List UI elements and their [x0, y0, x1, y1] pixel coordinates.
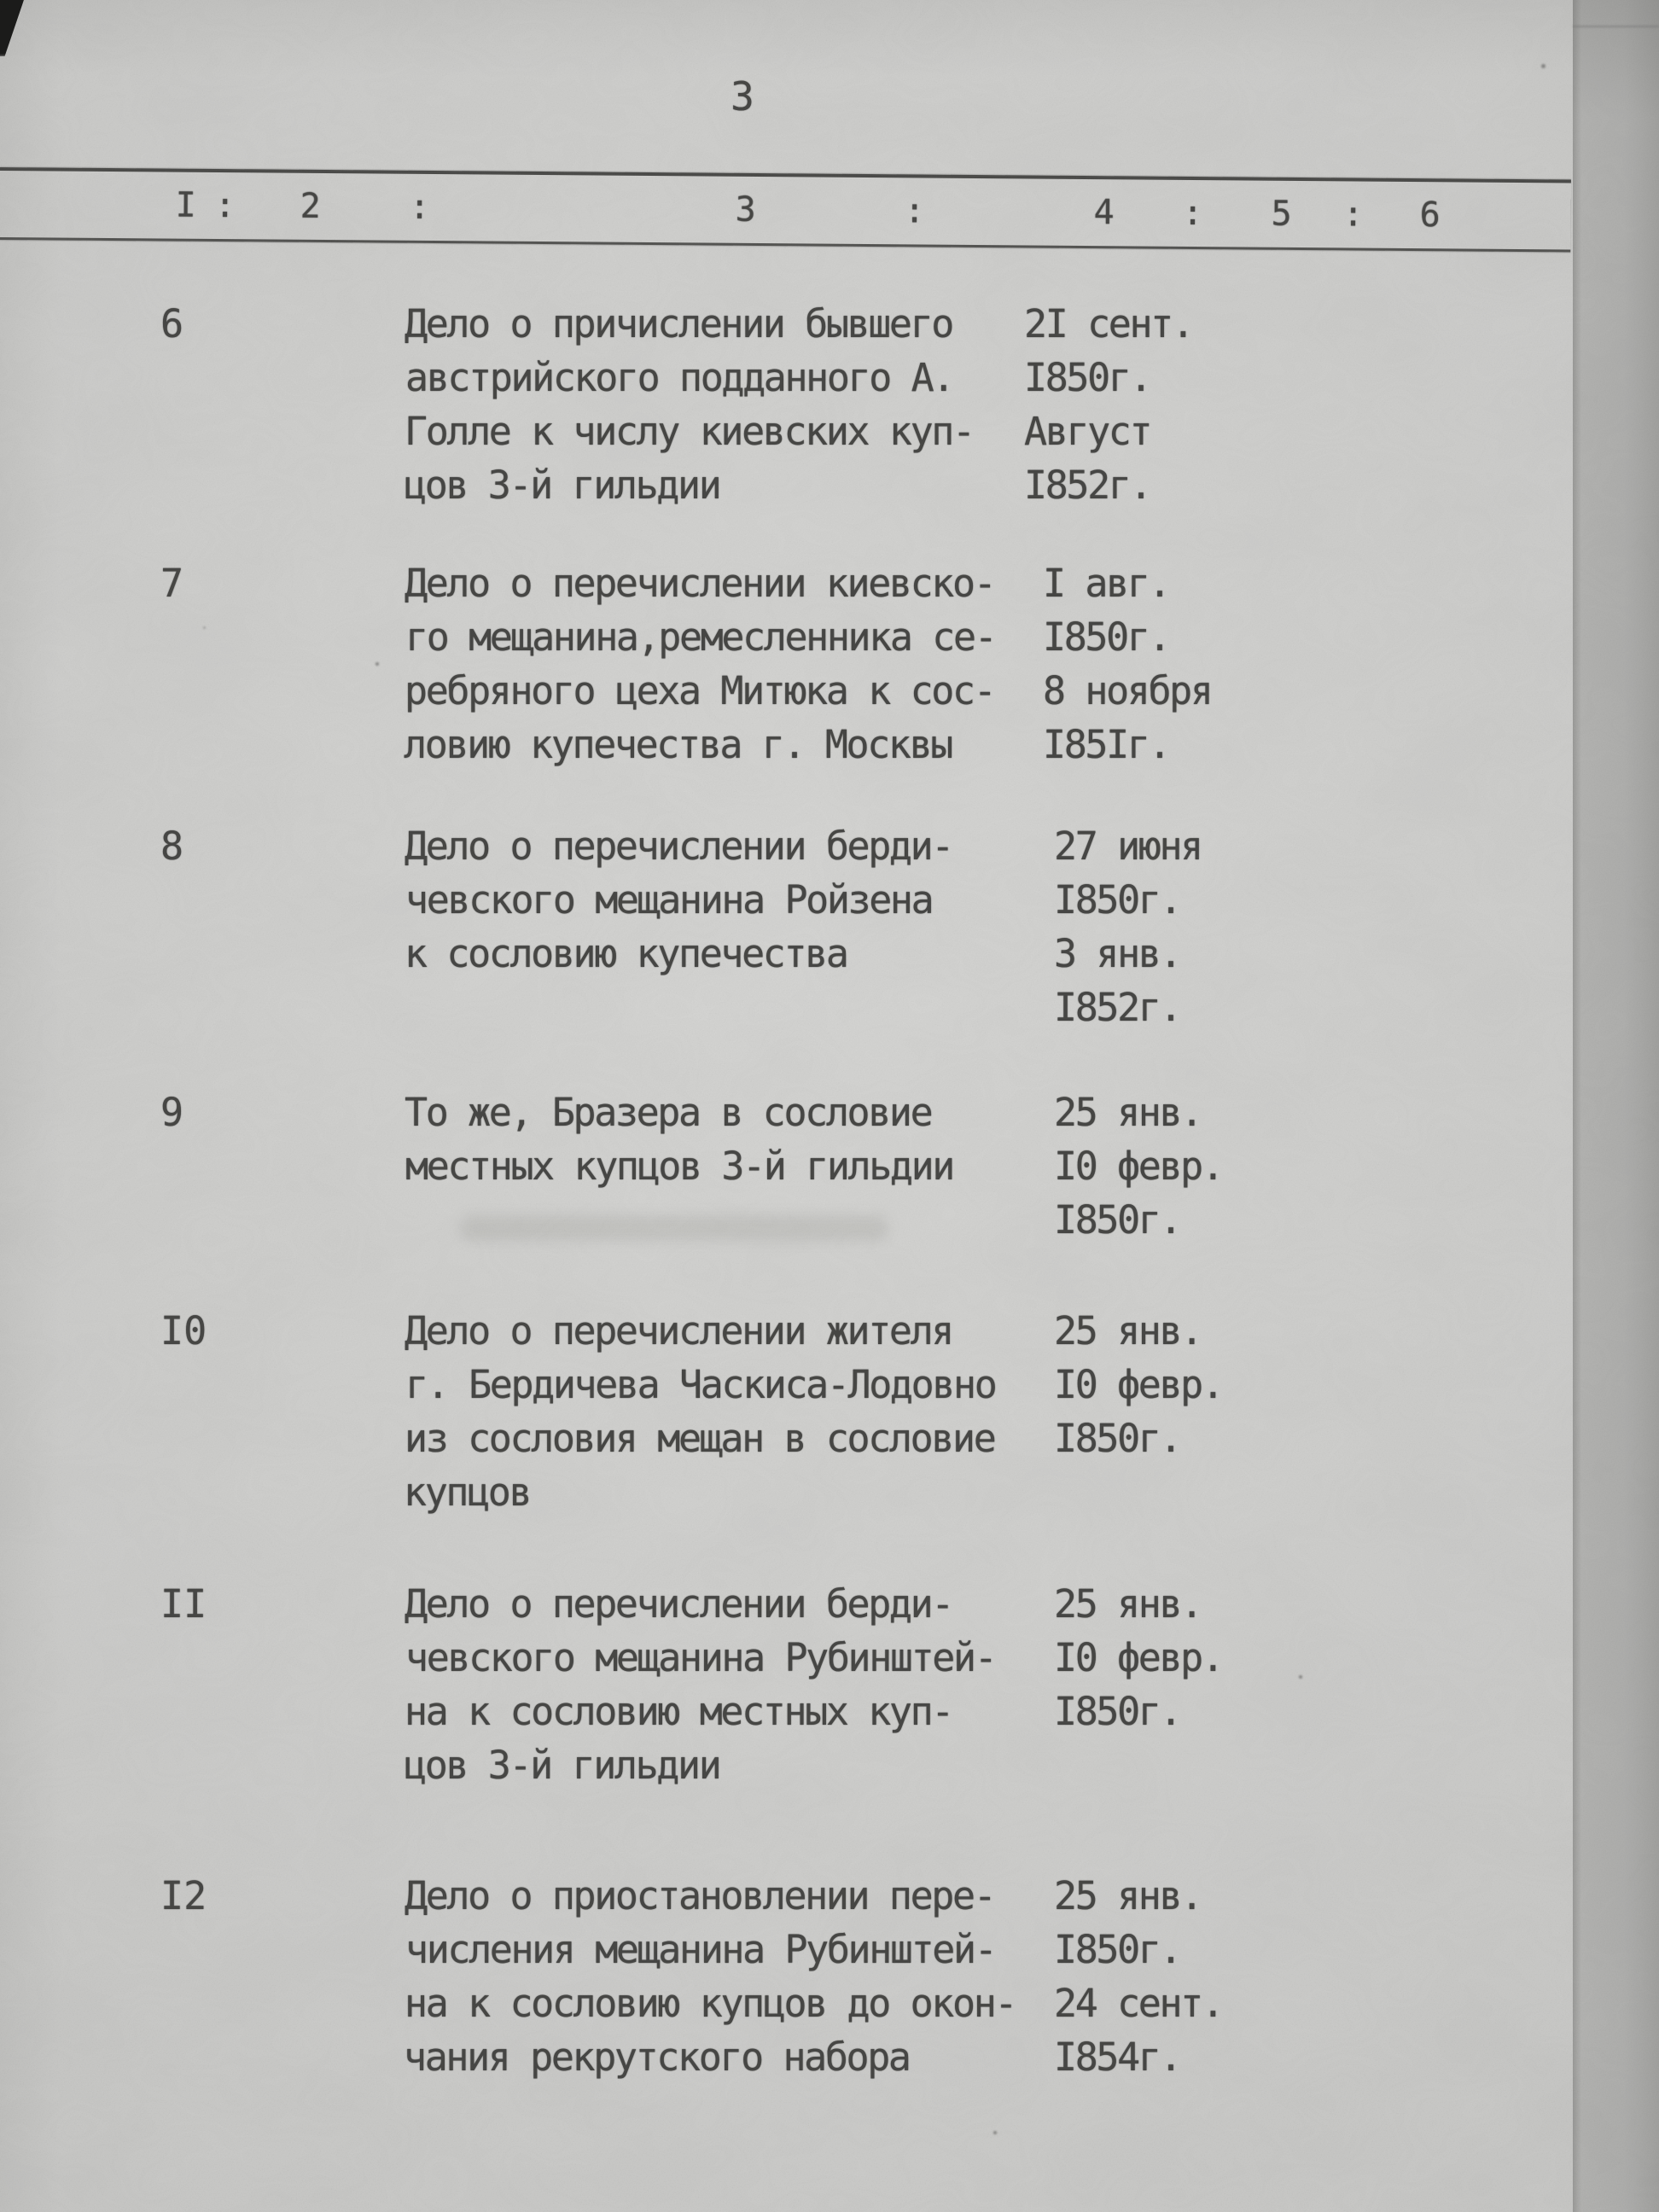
case-date-line: I0 февр. [1054, 1635, 1223, 1680]
case-title-line: цов 3-й гильдии [404, 463, 720, 508]
case-title-line: ловию купечества г. Москвы [404, 722, 952, 767]
column-separator: : [904, 191, 925, 231]
case-date-line: I850г. [1024, 355, 1151, 400]
case-title-line: г. Бердичева Часкиса-Лодовно [405, 1362, 996, 1407]
column-header-4: 4 [1093, 193, 1115, 233]
case-date-line: I850г. [1054, 1689, 1181, 1734]
case-title [405, 1577, 994, 1792]
case-date-line: I850г. [1054, 1927, 1181, 1972]
case-title-line: То же, Бразера в сословие [405, 1090, 932, 1135]
case-date-line: 2I сент. [1024, 301, 1193, 346]
column-separator: : [1182, 193, 1203, 234]
paper-top-edge [1573, 26, 1659, 27]
entry-number: I0 [160, 1308, 207, 1353]
case-title [405, 819, 952, 981]
case-title-line: Дело о перечислении берди- [405, 1581, 952, 1627]
bleed-through-ghost [461, 1215, 888, 1241]
case-title-line: Дело о перечислении жителя [405, 1308, 952, 1353]
case-title-line: на к сословию купцов до окон- [405, 1981, 1016, 2026]
case-dates [1054, 819, 1202, 1034]
entry-number: 7 [160, 561, 184, 606]
case-date-line: I852г. [1024, 463, 1151, 508]
entry-number: II [160, 1581, 207, 1627]
case-date-line: 25 янв. [1054, 1581, 1202, 1627]
dust-speck [1299, 1675, 1302, 1679]
case-title [405, 297, 974, 512]
case-title-line: цов 3-й гильдии [404, 1743, 720, 1788]
column-separator: : [214, 185, 236, 226]
dust-speck [1541, 64, 1545, 68]
case-title-line: Голле к числу киевских куп- [405, 409, 974, 454]
case-dates [1054, 1086, 1223, 1247]
case-title-line: к сословию купечества [405, 931, 847, 976]
case-title-line: местных купцов 3-й гильдии [405, 1144, 953, 1189]
case-title-line: купцов [404, 1470, 531, 1515]
case-dates [1054, 1577, 1223, 1738]
case-title-line: Дело о перечислении берди- [405, 824, 952, 869]
page-right-edge [1573, 0, 1659, 2212]
case-title-line: чевского мещанина Ройзена [405, 877, 933, 923]
case-title-line: Дело о причислении бывшего [405, 301, 952, 346]
case-date-line: 25 янв. [1054, 1873, 1202, 1918]
column-header-1: I [175, 185, 196, 225]
dust-speck [375, 662, 379, 666]
case-date-line: 3 янв. [1054, 931, 1181, 976]
case-date-line: 27 июня [1054, 824, 1202, 869]
case-date-line: 8 ноября [1043, 668, 1212, 713]
case-title-line: числения мещанина Рубинштей- [405, 1927, 996, 1972]
case-date-line: I85Iг. [1043, 722, 1170, 767]
column-separator: : [409, 187, 430, 227]
case-title-line: на к сословию местных куп- [405, 1689, 952, 1734]
case-title-line: австрийского подданного А. [405, 355, 953, 400]
case-date-line: 25 янв. [1054, 1308, 1202, 1353]
case-title-line: го мещанина,ремесленника се- [405, 614, 996, 660]
case-title-line: чевского мещанина Рубинштей- [405, 1635, 996, 1680]
case-dates [1054, 1304, 1223, 1465]
case-title [405, 1869, 1016, 2084]
case-date-line: I0 февр. [1054, 1144, 1223, 1189]
case-date-line: I0 февр. [1054, 1362, 1223, 1407]
case-title-line: из сословия мещан в сословие [405, 1416, 995, 1461]
case-date-line: I850г. [1054, 877, 1181, 923]
entry-number: 6 [160, 301, 184, 346]
case-title [405, 556, 994, 771]
case-title [405, 1086, 952, 1193]
case-date-line: I850г. [1054, 1197, 1181, 1243]
case-title-line: чания рекрутского набора [404, 2034, 910, 2080]
case-title-line: Дело о перечислении киевско- [405, 561, 995, 606]
case-date-line: 25 янв. [1054, 1090, 1202, 1135]
dust-speck [203, 626, 206, 629]
case-date-line: I850г. [1054, 1416, 1181, 1461]
case-dates [1054, 1869, 1223, 2084]
case-title-line: ребряного цеха Митюка к сос- [405, 668, 995, 713]
entry-number: I2 [160, 1873, 207, 1918]
column-header-6: 6 [1419, 195, 1441, 236]
entry-number: 9 [160, 1090, 184, 1135]
column-header-3: 3 [735, 189, 756, 230]
column-separator: : [1342, 195, 1364, 235]
case-date-line: 24 сент. [1054, 1981, 1223, 2026]
page-number: 3 [731, 73, 754, 119]
case-date-line: I852г. [1054, 985, 1181, 1030]
case-title [405, 1304, 994, 1519]
dust-speck [993, 2131, 997, 2134]
case-date-line: Август [1024, 409, 1151, 454]
case-date-line: I850г. [1043, 614, 1170, 660]
case-date-line: I авг. [1043, 561, 1170, 606]
entry-number: 8 [160, 824, 184, 869]
case-dates [1024, 297, 1193, 512]
column-header-5: 5 [1271, 194, 1292, 234]
case-date-line: I854г. [1054, 2034, 1181, 2080]
column-header-2: 2 [300, 186, 321, 226]
case-title-line: Дело о приостановлении пере- [405, 1873, 995, 1918]
case-dates [1043, 556, 1212, 771]
